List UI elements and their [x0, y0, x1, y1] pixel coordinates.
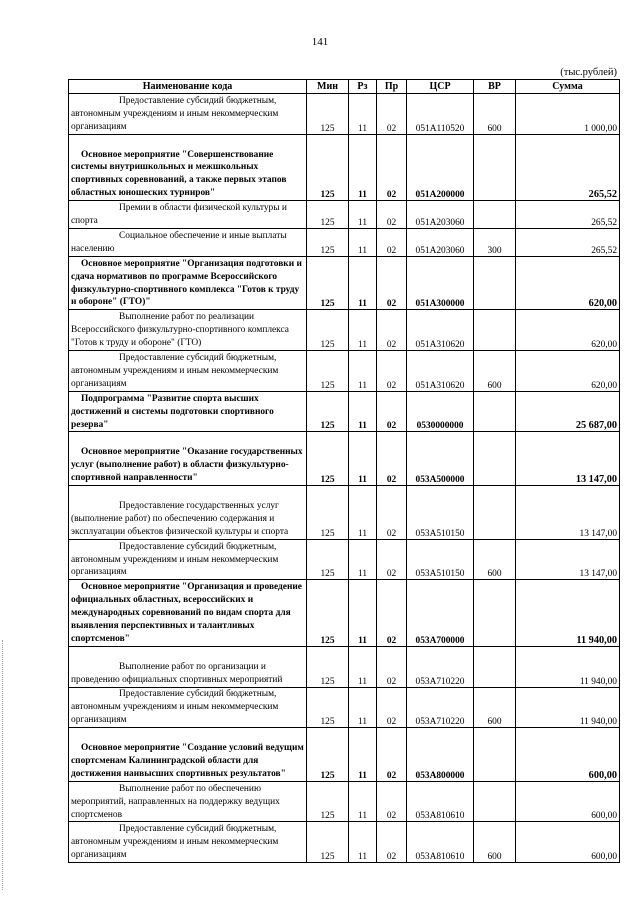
row-min-cell: 125: [307, 256, 349, 310]
row-sum-cell: 600,00: [516, 822, 620, 863]
row-vr-cell: [474, 432, 516, 486]
row-pr-cell: 02: [377, 310, 407, 351]
row-min-cell: 125: [307, 94, 349, 135]
row-vr-cell: 600: [474, 822, 516, 863]
table-row: [69, 486, 620, 540]
row-name-cell: Основное мероприятие "Совершенствование системы внутришкольных и межшкольных спортивных соревнований, а также первых этапов областных юношеских турниров": [69, 134, 307, 201]
row-pr-cell: 02: [377, 256, 407, 310]
row-vr-cell: [474, 391, 516, 432]
row-name-cell: Подпрограмма "Развитие спорта высших достижений и системы подготовки спортивного резерва": [69, 391, 307, 432]
row-pr-cell: 02: [377, 94, 407, 135]
row-min-cell: 125: [307, 486, 349, 540]
budget-table: [68, 79, 620, 863]
row-min-cell: 125: [307, 201, 349, 229]
column-header-name: Наименование кода: [69, 80, 307, 94]
row-rz-cell: 11: [349, 822, 377, 863]
row-sum-cell: 600,00: [516, 781, 620, 822]
row-csr-cell: 051A310620: [407, 310, 474, 351]
table-row: [69, 822, 620, 863]
row-csr-cell: 053A810610: [407, 781, 474, 822]
row-name-cell: Основное мероприятие "Создание условий ведущим спортсменам Калининградской области для достижения наивысших спортивных результатов": [69, 728, 307, 782]
row-vr-cell: [474, 646, 516, 687]
table-row: [69, 539, 620, 580]
row-vr-cell: [474, 256, 516, 310]
row-rz-cell: 11: [349, 781, 377, 822]
row-rz-cell: 11: [349, 486, 377, 540]
row-pr-cell: 02: [377, 432, 407, 486]
row-min-cell: 125: [307, 781, 349, 822]
row-vr-cell: [474, 310, 516, 351]
row-rz-cell: 11: [349, 646, 377, 687]
table-row: [69, 432, 620, 486]
row-min-cell: 125: [307, 432, 349, 486]
row-vr-cell: [474, 201, 516, 229]
row-min-cell: 125: [307, 351, 349, 392]
row-pr-cell: 02: [377, 580, 407, 647]
row-sum-cell: 265,52: [516, 201, 620, 229]
row-csr-cell: 053A700000: [407, 580, 474, 647]
row-pr-cell: 02: [377, 201, 407, 229]
column-header-pr: Пр: [377, 80, 407, 94]
row-csr-cell: 051A203060: [407, 228, 474, 256]
row-name-cell: Предоставление государственных услуг (выполнение работ) по обеспечению содержания и эксплуатации объектов физической культуры и спорта: [69, 486, 307, 540]
row-min-cell: 125: [307, 687, 349, 728]
row-csr-cell: 0530000000: [407, 391, 474, 432]
row-csr-cell: 053A510150: [407, 539, 474, 580]
row-min-cell: 125: [307, 310, 349, 351]
column-header-vr: ВР: [474, 80, 516, 94]
row-csr-cell: 053A500000: [407, 432, 474, 486]
table-row: [69, 728, 620, 782]
table-row: [69, 687, 620, 728]
row-sum-cell: 620,00: [516, 351, 620, 392]
row-rz-cell: 11: [349, 256, 377, 310]
table-body: [69, 94, 620, 863]
row-min-cell: 125: [307, 134, 349, 201]
row-rz-cell: 11: [349, 391, 377, 432]
row-vr-cell: [474, 134, 516, 201]
row-pr-cell: 02: [377, 539, 407, 580]
row-csr-cell: 051A203060: [407, 201, 474, 229]
row-pr-cell: 02: [377, 134, 407, 201]
row-min-cell: 125: [307, 646, 349, 687]
table-header-row: [69, 80, 620, 94]
units-label: (тыс.рублей): [560, 67, 617, 78]
row-pr-cell: 02: [377, 486, 407, 540]
row-min-cell: 125: [307, 728, 349, 782]
row-rz-cell: 11: [349, 728, 377, 782]
row-rz-cell: 11: [349, 687, 377, 728]
row-sum-cell: 265,52: [516, 228, 620, 256]
row-pr-cell: 02: [377, 822, 407, 863]
row-sum-cell: 600,00: [516, 728, 620, 782]
row-sum-cell: 25 687,00: [516, 391, 620, 432]
row-pr-cell: 02: [377, 351, 407, 392]
row-vr-cell: [474, 781, 516, 822]
row-vr-cell: 600: [474, 539, 516, 580]
row-csr-cell: 053A710220: [407, 646, 474, 687]
table-row: [69, 646, 620, 687]
column-header-sum: Сумма: [516, 80, 620, 94]
row-name-cell: Выполнение работ по организации и проведению официальных спортивных мероприятий: [69, 646, 307, 687]
row-name-cell: Выполнение работ по реализации Всероссийского физкультурно-спортивного комплекса "Готов к труду и обороне" (ГТО): [69, 310, 307, 351]
row-vr-cell: 600: [474, 351, 516, 392]
table-row: [69, 201, 620, 229]
table-row: [69, 391, 620, 432]
row-min-cell: 125: [307, 822, 349, 863]
row-vr-cell: [474, 728, 516, 782]
column-header-csr: ЦСР: [407, 80, 474, 94]
table-row: [69, 228, 620, 256]
row-pr-cell: 02: [377, 687, 407, 728]
row-rz-cell: 11: [349, 201, 377, 229]
row-sum-cell: 1 000,00: [516, 94, 620, 135]
table-row: [69, 94, 620, 135]
column-header-min: Мин: [307, 80, 349, 94]
row-name-cell: Выполнение работ по обеспечению мероприятий, направленных на поддержку ведущих спортсменов: [69, 781, 307, 822]
row-name-cell: Социальное обеспечение и иные выплаты населению: [69, 228, 307, 256]
row-rz-cell: 11: [349, 351, 377, 392]
table-row: [69, 781, 620, 822]
row-min-cell: 125: [307, 391, 349, 432]
row-csr-cell: 053A510150: [407, 486, 474, 540]
table-row: [69, 580, 620, 647]
row-min-cell: 125: [307, 539, 349, 580]
row-vr-cell: 600: [474, 94, 516, 135]
row-rz-cell: 11: [349, 310, 377, 351]
row-sum-cell: 620,00: [516, 310, 620, 351]
row-rz-cell: 11: [349, 539, 377, 580]
row-rz-cell: 11: [349, 432, 377, 486]
row-vr-cell: [474, 580, 516, 647]
row-name-cell: Основное мероприятие "Организация и проведение официальных областных, всероссийских и международных соревнований по видам спорта для выявления перспективных и талантливых спортсменов": [69, 580, 307, 647]
row-csr-cell: 051A300000: [407, 256, 474, 310]
row-csr-cell: 053A800000: [407, 728, 474, 782]
row-name-cell: Предоставление субсидий бюджетным, автономным учреждениям и иным некоммерческим организациям: [69, 94, 307, 135]
row-pr-cell: 02: [377, 728, 407, 782]
page-number: 141: [311, 36, 329, 48]
row-sum-cell: 11 940,00: [516, 687, 620, 728]
row-rz-cell: 11: [349, 580, 377, 647]
row-name-cell: Основное мероприятие "Организация подготовки и сдача нормативов по программе Всероссийского физкультурно-спортивного комплекса "Готов к труду и обороне" (ГТО)": [69, 256, 307, 310]
row-csr-cell: 051A310620: [407, 351, 474, 392]
row-sum-cell: 265,52: [516, 134, 620, 201]
row-name-cell: Предоставление субсидий бюджетным, автономным учреждениям и иным некоммерческим организациям: [69, 351, 307, 392]
row-name-cell: Предоставление субсидий бюджетным, автономным учреждениям и иным некоммерческим организациям: [69, 687, 307, 728]
row-pr-cell: 02: [377, 646, 407, 687]
row-name-cell: Премии в области физической культуры и спорта: [69, 201, 307, 229]
row-name-cell: Предоставление субсидий бюджетным, автономным учреждениям и иным некоммерческим организациям: [69, 822, 307, 863]
row-csr-cell: 053A810610: [407, 822, 474, 863]
row-vr-cell: [474, 486, 516, 540]
row-rz-cell: 11: [349, 134, 377, 201]
table-row: [69, 256, 620, 310]
row-name-cell: Основное мероприятие "Оказание государственных услуг (выполнение работ) в области физкультурно-спортивной направленности": [69, 432, 307, 486]
row-vr-cell: 600: [474, 687, 516, 728]
row-pr-cell: 02: [377, 781, 407, 822]
row-pr-cell: 02: [377, 391, 407, 432]
table-row: [69, 351, 620, 392]
column-header-rz: Рз: [349, 80, 377, 94]
table-row: [69, 310, 620, 351]
row-rz-cell: 11: [349, 228, 377, 256]
scan-margin-mark: [2, 640, 5, 890]
row-sum-cell: 620,00: [516, 256, 620, 310]
table-row: [69, 134, 620, 201]
row-sum-cell: 13 147,00: [516, 539, 620, 580]
row-rz-cell: 11: [349, 94, 377, 135]
row-sum-cell: 11 940,00: [516, 580, 620, 647]
row-csr-cell: 051A200000: [407, 134, 474, 201]
row-min-cell: 125: [307, 580, 349, 647]
row-min-cell: 125: [307, 228, 349, 256]
row-vr-cell: 300: [474, 228, 516, 256]
row-csr-cell: 053A710220: [407, 687, 474, 728]
row-name-cell: Предоставление субсидий бюджетным, автономным учреждениям и иным некоммерческим организациям: [69, 539, 307, 580]
row-sum-cell: 13 147,00: [516, 486, 620, 540]
row-sum-cell: 13 147,00: [516, 432, 620, 486]
row-csr-cell: 051A110520: [407, 94, 474, 135]
row-pr-cell: 02: [377, 228, 407, 256]
row-sum-cell: 11 940,00: [516, 646, 620, 687]
